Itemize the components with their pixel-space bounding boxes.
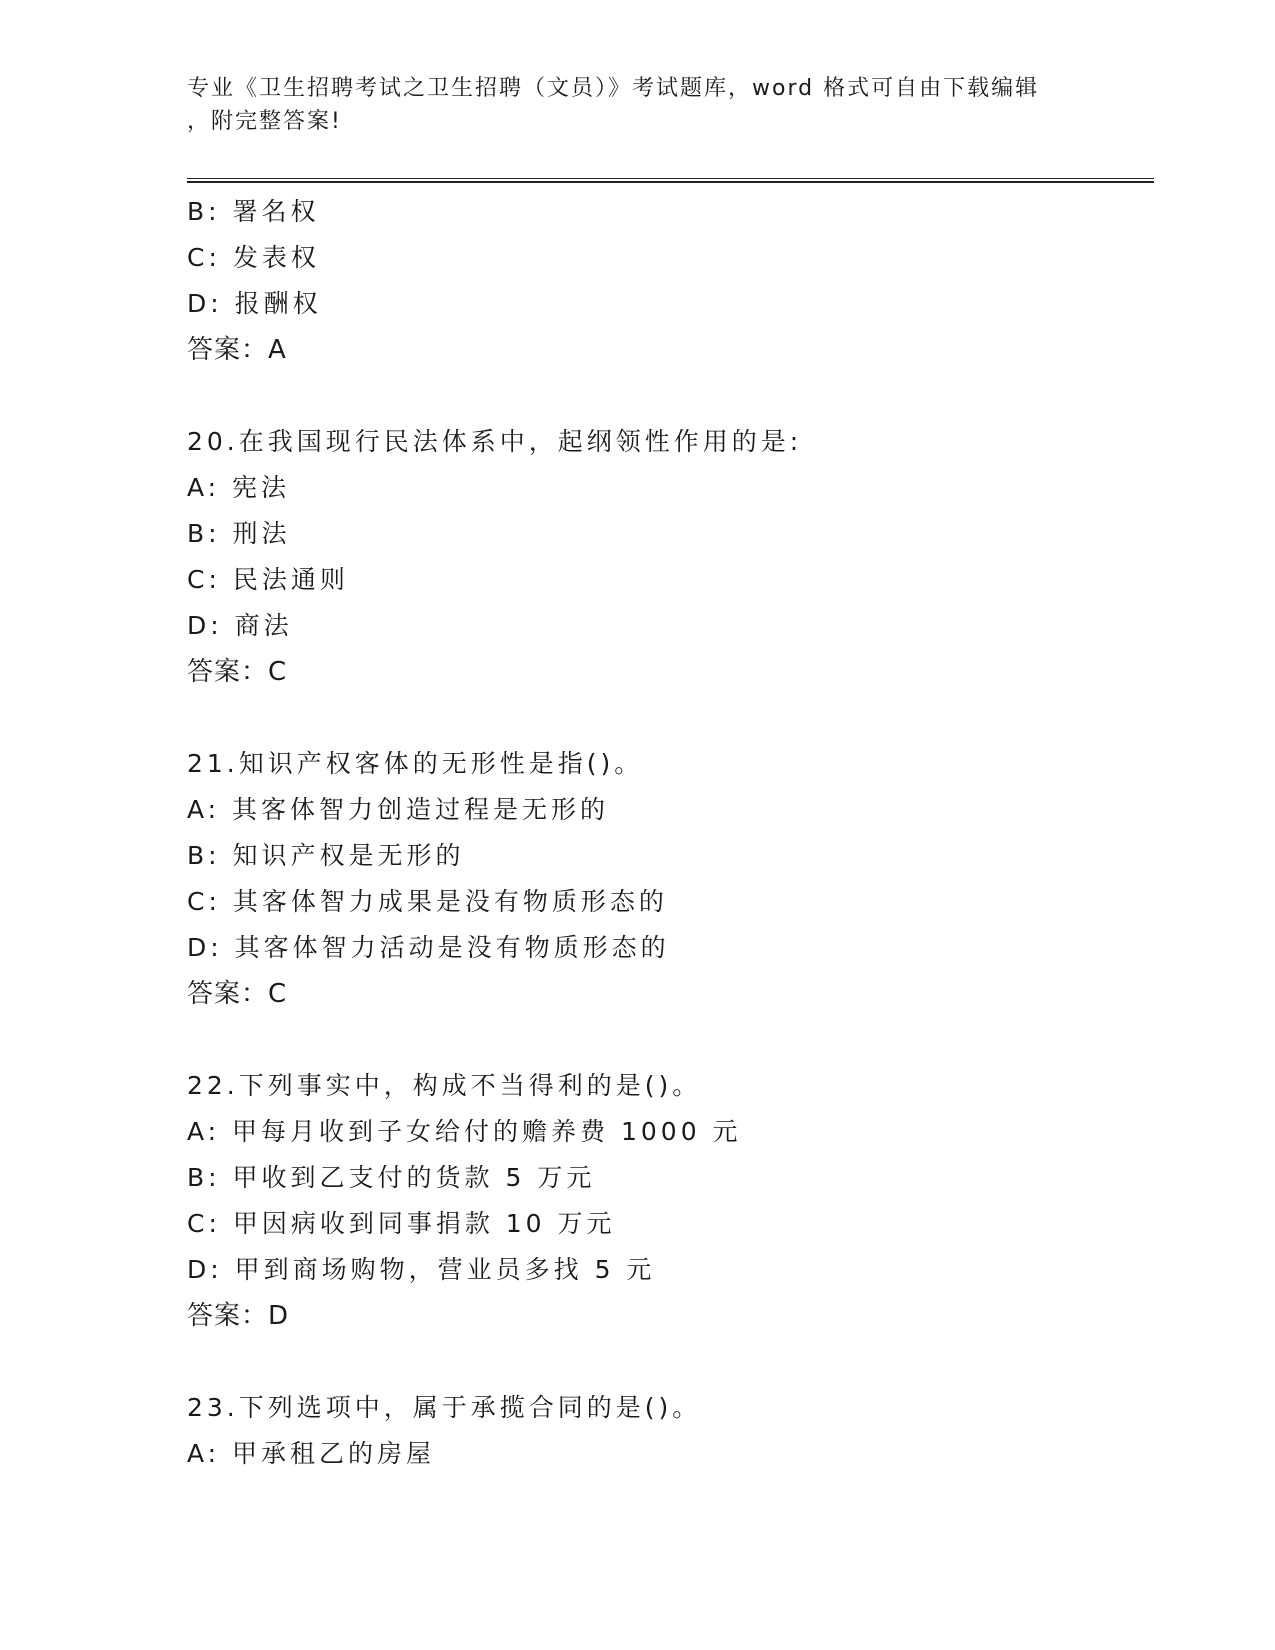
header-line-1: 专业《卫生招聘考试之卫生招聘（文员）》考试题库，word 格式可自由下载编辑: [187, 76, 1040, 101]
option-d: D: 商法: [187, 611, 293, 640]
option-d: D: 其客体智力活动是没有物质形态的: [187, 933, 670, 962]
question-stem: 21.知识产权客体的无形性是指()。: [187, 749, 644, 778]
option-c: C: 甲因病收到同事捐款 10 万元: [187, 1209, 616, 1238]
option-d: D: 甲到商场购物，营业员多找 5 元: [187, 1255, 656, 1284]
question-block-21: [187, 741, 1147, 1017]
option-c: C: 其客体智力成果是没有物质形态的: [187, 887, 668, 916]
spacer: [187, 1017, 1147, 1063]
option-a: A: 甲每月收到子女给付的赡养费 1000 元: [187, 1117, 742, 1146]
option-c: C: 发表权: [187, 243, 320, 272]
option-b: B: 知识产权是无形的: [187, 841, 465, 870]
option-d: D: 报酬权: [187, 289, 322, 318]
spacer: [187, 1339, 1147, 1385]
answer-line: 答案：A: [187, 335, 287, 365]
question-block-22: [187, 1063, 1147, 1339]
header-divider: [187, 178, 1154, 183]
document-body: [187, 189, 1147, 1477]
answer-line: 答案：C: [187, 979, 288, 1009]
question-stem: 20.在我国现行民法体系中，起纲领性作用的是:: [187, 427, 803, 456]
question-block-19: [187, 189, 1147, 373]
option-b: B: 甲收到乙支付的货款 5 万元: [187, 1163, 596, 1192]
question-stem: 23.下列选项中，属于承揽合同的是()。: [187, 1393, 702, 1422]
spacer: [187, 695, 1147, 741]
answer-line: 答案：C: [187, 657, 288, 687]
option-b: B: 署名权: [187, 197, 320, 226]
option-c: C: 民法通则: [187, 565, 349, 594]
question-block-20: [187, 419, 1147, 695]
option-a: A: 宪法: [187, 473, 291, 502]
option-b: B: 刑法: [187, 519, 291, 548]
question-stem: 22.下列事实中，构成不当得利的是()。: [187, 1071, 702, 1100]
option-a: A: 甲承租乙的房屋: [187, 1439, 436, 1468]
header-line-2: ，附完整答案!: [187, 109, 342, 134]
page-header: [187, 72, 1087, 138]
answer-line: 答案：D: [187, 1301, 290, 1331]
spacer: [187, 373, 1147, 419]
option-a: A: 其客体智力创造过程是无形的: [187, 795, 610, 824]
question-block-23: [187, 1385, 1147, 1477]
